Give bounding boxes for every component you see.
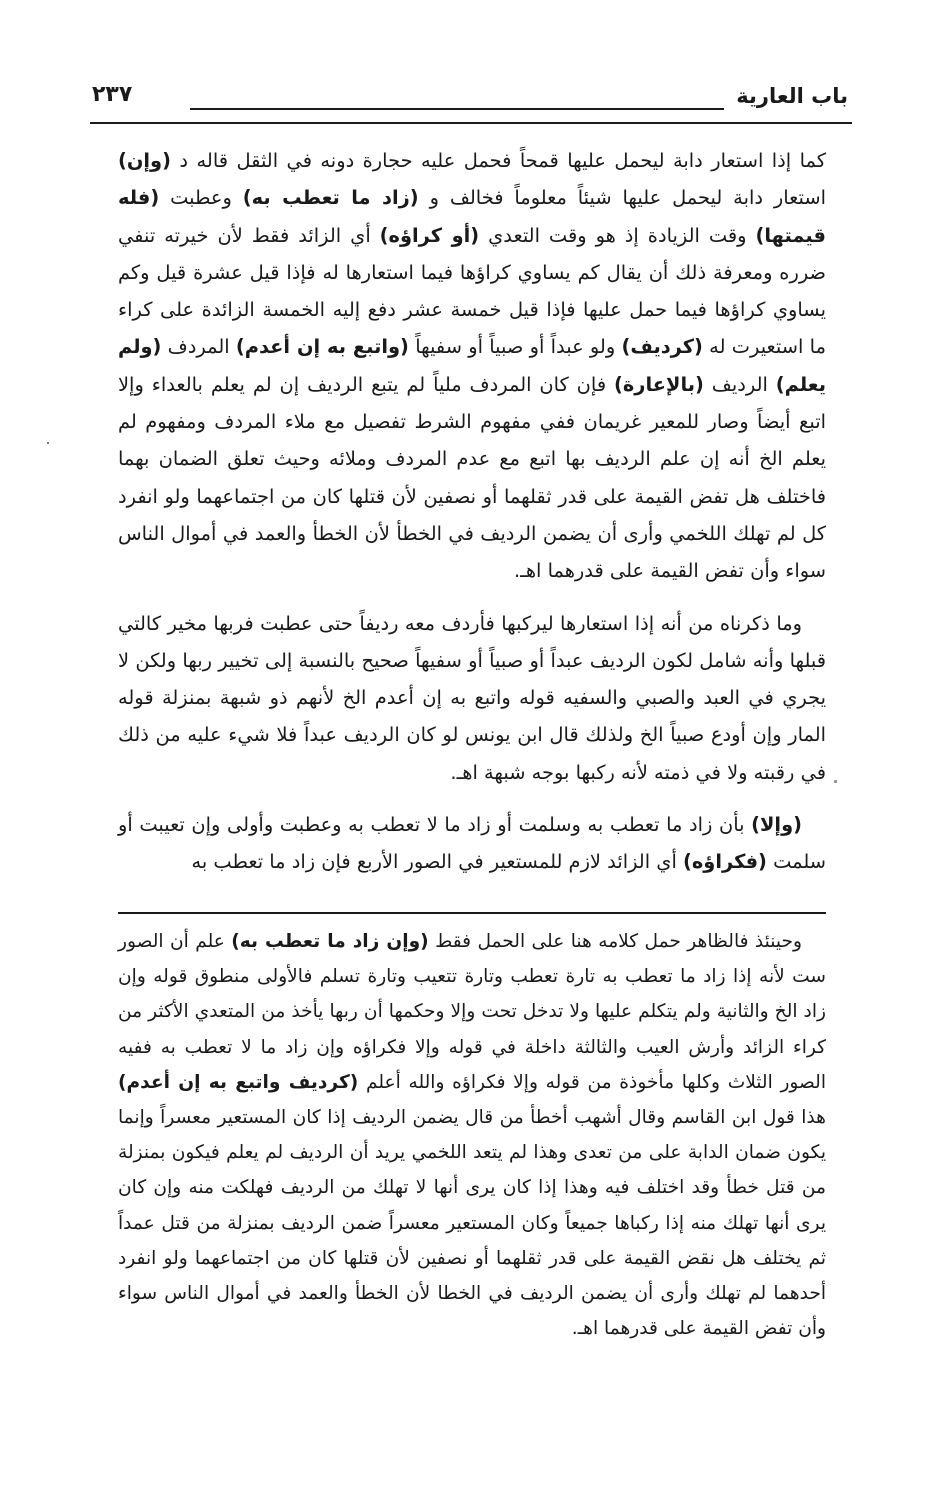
bold-term: (زاد ما تعطب به) xyxy=(242,186,419,210)
footnote-text xyxy=(118,924,826,1346)
header-rule xyxy=(190,108,724,110)
footnote-paragraph xyxy=(118,924,826,1346)
text-run: علم أن الصور ست لأنه إذا زاد ما تعطب به تارة تعطب وتارة تتعيب وتارة تسلم فالأولى منطوق قوله وإن زاد الخ والثانية ولم يتكلم عليها ولا تدخل تحت وإلا وحكمها أن ربها يأخذ من المتعدي الأكثر من كراء الزائد وأرش العيب والثالثة داخلة في قوله وإلا فكراؤه وإن زاد ما لا تعطب به ففيه الصور الثلاث وكلها مأخوذة من قوله وإلا فكراؤه والله أعلم xyxy=(118,931,826,1093)
footnote-separator xyxy=(118,912,826,914)
paragraph-1 xyxy=(118,142,826,590)
chapter-title: باب العارية xyxy=(736,84,848,108)
bold-term: (أو كراؤه) xyxy=(379,223,480,247)
text-run: الرديف xyxy=(703,372,776,396)
scan-speck xyxy=(834,780,837,783)
bold-term: (وإن زاد ما تعطب به) xyxy=(231,931,429,952)
text-run: هذا قول ابن القاسم وقال أشهب أخطأ من قال يضمن الرديف إذا كان المستعير معسراً وإنما يكون ضمان الدابة على من تعدى وهذا لم يتعد اللخمي يريد أن الرديف لم يعلم فيكون بمنزلة من قتل خطأ وقد اختلف فيه وهذا إذا كان يرى أنها لا تهلك من الرديف فهلكت منه وإن كان يرى أنها تهلك منه إذا ركباها جميعاً وكان المستعير معسراً ضمن الرديف بمنزلة من قتل عمداً ثم يختلف هل نقض القيمة على قدر ثقلهما أو نصفين لأن قتلها كان من اجتماعهما ولو انفرد أحدهما لم تهلك وأرى أن يضمن الرديف في الخطا لأن الخطأ والعمد في أموال الناس سواء وأن تفض القيمة على قدرهما اهـ. xyxy=(118,1107,826,1340)
scan-speck xyxy=(47,442,49,444)
text-run: ولو عبداً أو صبياً أو سفيهاً xyxy=(408,335,622,359)
text-run: فإن كان المردف ملياً لم يتبع الرديف إن لم يعلم بالعداء وإلا اتبع أيضاً وصار للمعير غريمان ففي مفهوم الشرط تفصيل مع ملاء المردف ومفهوم لم يعلم الخ أنه إن علم الرديف بها اتبع مع عدم المردف وملائه وحيث تعلق الضمان بهما فاختلف هل تفض القيمة على قدر ثقلهما أو نصفين لأن قتلها كان من اجتماعهما ولو انفرد كل لم تهلك اللخمي وأرى أن يضمن الرديف في الخطأ لأن الخطأ والعمد في أموال الناس سواء وأن تفض القيمة على قدرهما اهـ. xyxy=(118,372,826,583)
running-header xyxy=(90,78,852,124)
paragraph-3 xyxy=(118,806,826,881)
paragraph-2: وما ذكرناه من أنه إذا استعارها ليركبها فأردف معه رديفاً حتى عطبت فربها مخير كالتي قبلها وأنه شامل لكون الرديف عبداً أو صبياً أو سفيهاً صحيح بالنسبة إلى تخيير ربها ولكن لا يجري في العبد والصبي والسفيه قوله واتبع به إن أعدم الخ لأنهم ذو شبهة بمنزلة قوله المار وإن أودع صبياً الخ ولذلك قال ابن يونس لو كان الرديف عبداً فلا شيء عليه من ذلك في رقبته ولا في ذمته لأنه ركبها بوجه شبهة اهـ. xyxy=(118,611,826,784)
text-run: أي الزائد لازم للمستعير في الصور الأربع فإن زاد ما تعطب به xyxy=(191,850,683,874)
text-run: استعار دابة ليحمل عليها شيئاً معلوماً فخالف و xyxy=(418,186,826,210)
text-run: المردف xyxy=(161,335,236,359)
bold-term: (كرديف) xyxy=(621,335,703,359)
bold-term: (كرديف واتبع به إن أعدم) xyxy=(118,1071,359,1093)
text-run: وقت الزيادة إذ هو وقت التعدي xyxy=(479,223,756,247)
text-run: أي الزائد فقط لأن خيرته تنفي ضرره ومعرفة ذلك أن يقال كم يساوي كراؤها فيما استعارها له فإذا قيل عشرة قيل وكم يساوي كراؤها فيما حمل عليها فإذا قيل خمسة عشر دفع إليه الخمسة الزائدة على كراء ما استعيرت له xyxy=(118,223,826,359)
bold-term: (واتبع به إن أعدم) xyxy=(235,335,409,359)
main-text xyxy=(118,142,826,881)
bold-term: (فكراؤه) xyxy=(683,850,767,874)
bold-term: (فله قيمتها) xyxy=(118,186,826,247)
text-run: كما إذا استعار دابة ليحمل عليها قمحاً فحمل عليه حجارة دونه في الثقل قاله د xyxy=(170,149,826,172)
page-number: ٢٣٧ xyxy=(92,82,133,107)
bold-term: (وإن) xyxy=(118,149,171,172)
bold-term: (بالإعارة) xyxy=(614,372,704,396)
text-run: وحينئذ فالظاهر حمل كلامه هنا على الحمل فقط xyxy=(428,931,802,952)
text-run: بأن زاد ما تعطب به وسلمت أو زاد ما لا تعطب به وعطبت وأولى وإن تعيبت أو سلمت xyxy=(118,813,826,874)
bold-term: (ولم يعلم) xyxy=(118,335,826,396)
bold-term: (وإلا) xyxy=(751,813,802,837)
text-run: وعطبت xyxy=(159,186,243,210)
